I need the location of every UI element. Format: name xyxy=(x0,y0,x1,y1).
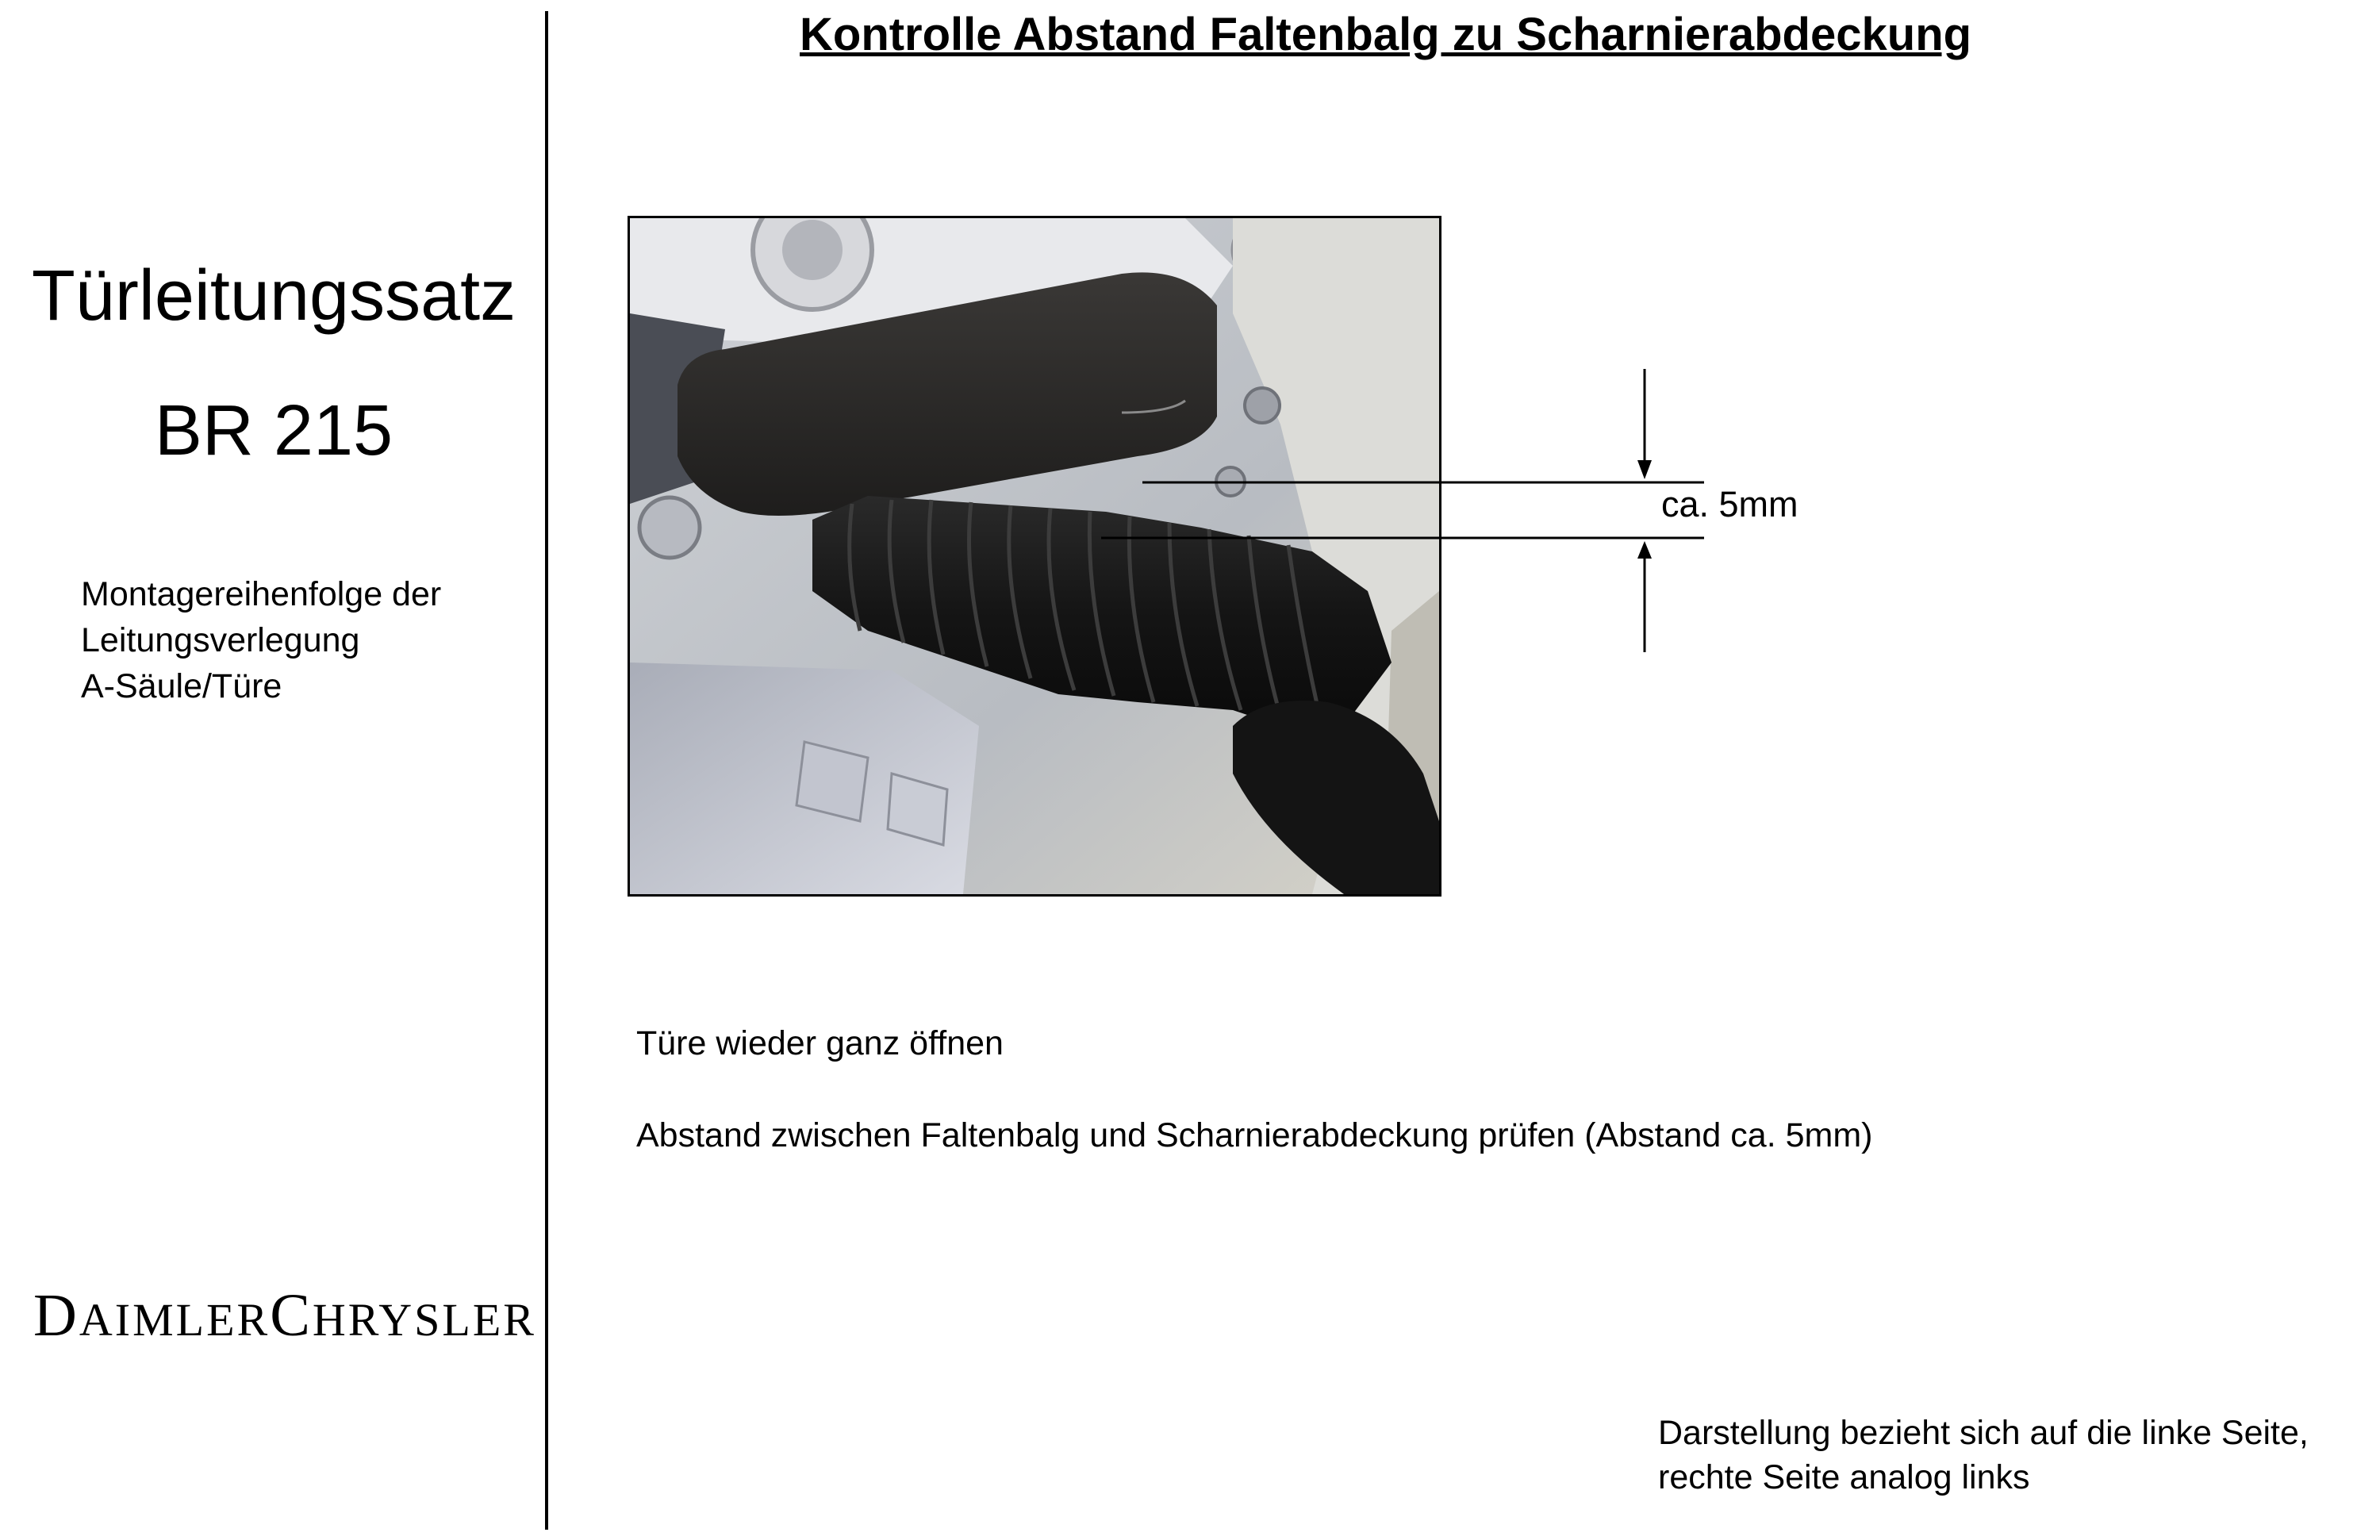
vertical-divider xyxy=(545,11,548,1530)
assembly-description xyxy=(81,571,441,709)
dimension-label: ca. 5mm xyxy=(1661,484,1798,524)
instruction-open-door: Türe wieder ganz öffnen xyxy=(636,1024,1004,1062)
page-heading: Kontrolle Abstand Faltenbalg zu Scharnierabdeckung xyxy=(800,9,1972,60)
photo-bellows-hinge-cover xyxy=(628,216,1441,897)
daimlerchrysler-logo: DAIMLERCHRYSLER xyxy=(33,1282,536,1349)
instruction-check-gap: Abstand zwischen Faltenbalg und Scharnierabdeckung prüfen (Abstand ca. 5mm) xyxy=(636,1116,1873,1154)
note-line: rechte Seite analog links xyxy=(1658,1458,2030,1496)
description-line: Leitungsverlegung xyxy=(81,621,360,659)
model-designation: BR 215 xyxy=(154,391,393,470)
note-line: Darstellung bezieht sich auf die linke Seite, xyxy=(1658,1414,2309,1452)
description-line: A-Säule/Türe xyxy=(81,667,282,705)
side-note xyxy=(1658,1411,2309,1500)
description-line: Montagereihenfolge der xyxy=(81,575,442,613)
document-title: Türleitungssatz xyxy=(31,256,516,336)
